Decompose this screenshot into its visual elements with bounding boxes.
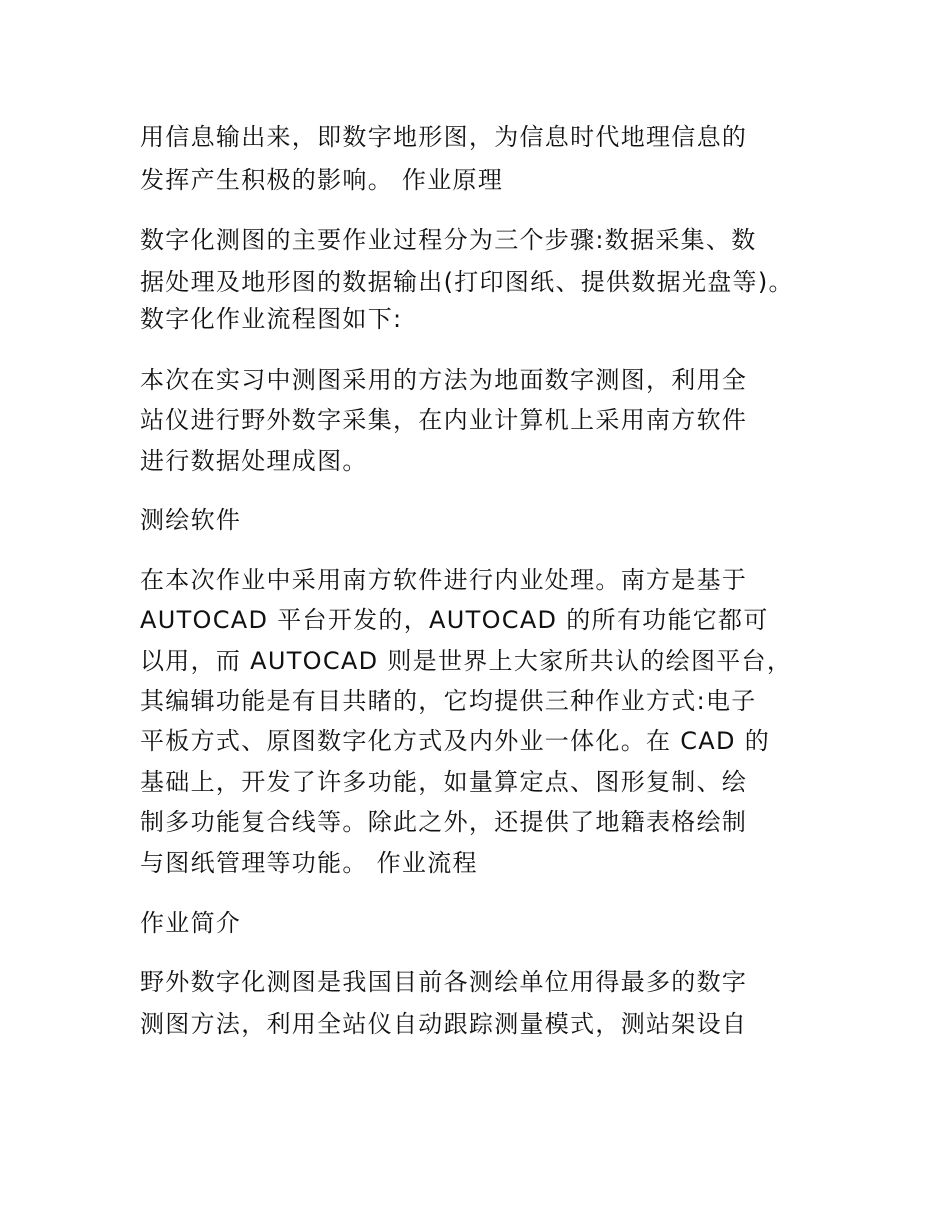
text-line: 野外数字化测图是我国目前各测绘单位用得最多的数字: [140, 968, 748, 996]
text-line: 进行数据处理成图。: [140, 447, 368, 475]
text-line: 本次在实习中测图采用的方法为地面数字测图，利用全: [140, 366, 748, 394]
text-line: 基础上，开发了许多功能，如量算定点、图形复制、绘: [140, 768, 748, 796]
text-line: 站仪进行野外数字采集，在内业计算机上采用南方软件: [140, 406, 748, 434]
text-line: 据处理及地形图的数据输出(打印图纸、提供数据光盘等)。: [140, 268, 794, 296]
section-heading: 作业简介: [140, 909, 242, 937]
section-heading: 测绘软件: [140, 506, 242, 534]
text-line: 数字化测图的主要作业过程分为三个步骤:数据采集、数: [140, 226, 757, 254]
text-line: 与图纸管理等功能。 作业流程: [140, 849, 478, 877]
text-line: 制多功能复合线等。除此之外，还提供了地籍表格绘制: [140, 808, 748, 836]
text-line: 平板方式、原图数字化方式及内外业一体化。在 CAD 的: [140, 727, 771, 755]
text-line: AUTOCAD 平台开发的，AUTOCAD 的所有功能它都可: [140, 606, 769, 634]
text-line: 用信息输出来，即数字地形图，为信息时代地理信息的: [140, 123, 748, 151]
text-line: 数字化作业流程图如下:: [140, 305, 403, 333]
text-line: 测图方法，利用全站仪自动跟踪测量模式，测站架设自: [140, 1010, 748, 1038]
text-line: 发挥产生积极的影响。 作业原理: [140, 166, 504, 194]
text-line: 其编辑功能是有目共睹的，它均提供三种作业方式:电子: [140, 687, 757, 715]
text-line: 在本次作业中采用南方软件进行内业处理。南方是基于: [140, 566, 748, 594]
text-line: 以用，而 AUTOCAD 则是世界上大家所共认的绘图平台，: [140, 647, 793, 675]
